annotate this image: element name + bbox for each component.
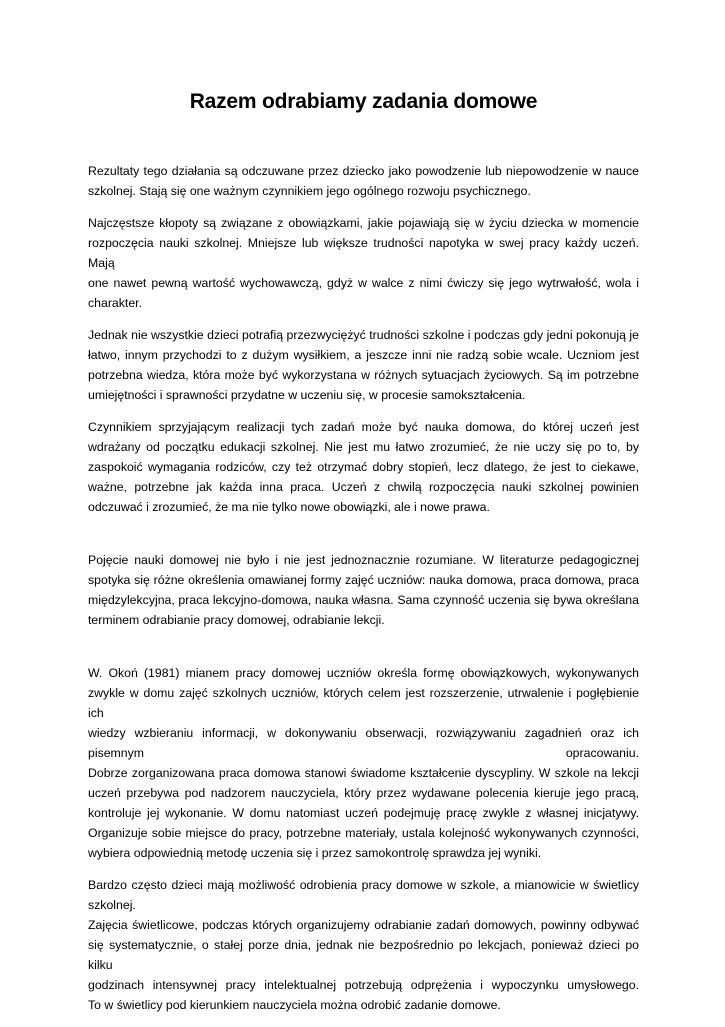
paragraph-3 (88, 325, 639, 405)
text-line: Rezultaty tego działania są odczuwane przez dziecko jako powodzenie lub niepowodzenie w nauce (88, 164, 639, 178)
text-line: Czynnikiem sprzyjającym realizacji tych zadań może być nauka domowa, do której uczeń jest (88, 420, 639, 434)
text-line: Zajęcia świetlicowe, podczas których organizujemy odrabianie zadań domowych, powinny odbywać (88, 918, 639, 932)
text-line: Bardzo często dzieci mają możliwość odrobienia pracy domowe w szkole, a mianowicie w świetlicy (88, 878, 639, 892)
text-line: umiejętności i sprawności przydatne w uczeniu się, w procesie samokształcenia. (88, 388, 526, 402)
text-line: Najczęstsze kłopoty są związane z obowiązkami, jakie pojawiają się w życiu dziecka w momencie (88, 216, 639, 230)
paragraph-4 (88, 417, 639, 517)
text-line: wiedzy wzbieraniu informacji, w dokonywaniu obserwacji, rozwiązywaniu zagadnień oraz ich (88, 726, 639, 740)
text-line: pisemnym opracowaniu. (88, 746, 639, 760)
paragraph-1 (88, 161, 639, 201)
document-body (88, 161, 639, 1015)
text-line: szkolnej. (88, 898, 136, 912)
text-line: To w świetlicy pod kierunkiem nauczyciela można odrobić zadanie domowe. (88, 998, 501, 1012)
paragraph-6 (88, 663, 639, 863)
text-line: odczuwać i zrozumieć, że ma nie tylko nowe obowiązki, ale i nowe prawa. (88, 500, 490, 514)
text-line: się systematycznie, o stałej porze dnia, jednak nie bezpośrednio po lekcjach, ponieważ dzieci po kilku (88, 938, 639, 972)
text-line: zaspokoić wymagania rodziców, czy też otrzymać dobry stopień, lecz dlatego, że jest to ciekawe, (88, 460, 639, 474)
text-line: Pojęcie nauki domowej nie było i nie jest jednoznacznie rozumiane. W literaturze pedagogicznej (88, 553, 639, 567)
text-line: ważne, potrzebne jak każda inna praca. Uczeń z chwilą rozpoczęcia nauki szkolnej powinien (88, 480, 639, 494)
text-line: godzinach intensywnej pracy intelektualnej potrzebują odprężenia i wypoczynku umysłowego. (88, 978, 639, 992)
text-line: Dobrze zorganizowana praca domowa stanowi świadome kształcenie dyscypliny. W szkole na lekcji (88, 766, 639, 780)
paragraph-2 (88, 213, 639, 313)
text-line: potrzebna wiedza, która może być wykorzystana w różnych sytuacjach życiowych. Są im potrzebne (88, 368, 639, 382)
text-line: szkolnej. Stają się one ważnym czynnikiem jego ogólnego rozwoju psychicznego. (88, 184, 531, 198)
paragraph-7 (88, 875, 639, 1015)
paragraph-5 (88, 550, 639, 630)
text-line: W. Okoń (1981) mianem pracy domowej uczniów określa formę obowiązkowych, wykonywanych (88, 666, 639, 680)
document-title: Razem odrabiamy zadania domowe (189, 90, 538, 113)
text-line: spotyka się różne określenia omawianej formy zajęć uczniów: nauka domowa, praca domowa, praca (88, 573, 639, 587)
text-line: Organizuje sobie miejsce do pracy, potrzebne materiały, ustala kolejność wykonywanych czynności, (88, 826, 639, 840)
text-line: charakter. (88, 296, 142, 310)
text-line: terminem odrabianie pracy domowej, odrabianie lekcji. (88, 613, 385, 627)
text-line: zwykle w domu zajęć szkolnych uczniów, których celem jest rozszerzenie, utrwalenie i pogłębienie ich (88, 686, 639, 720)
text-line: wybiera odpowiednią metodę uczenia się i przez samokontrolę sprawdza jej wyniki. (88, 846, 542, 860)
text-line: kontroluje jej wykonanie. W domu natomiast uczeń podejmuję pracę zwykle z własnej inicjatywy. (88, 806, 639, 820)
text-line: międzylekcyjna, praca lekcyjno-domowa, nauka własna. Sama czynność uczenia się bywa określana (88, 593, 639, 607)
text-line: Jednak nie wszystkie dzieci potrafią przezwyciężyć trudności szkolne i podczas gdy jedni pokonują je (88, 328, 639, 342)
document-page (88, 88, 639, 1027)
text-line: one nawet pewną wartość wychowawczą, gdyż w walce z nimi ćwiczy się jego wytrwałość, wola i (88, 276, 639, 290)
text-line: wdrażany od początku edukacji szkolnej. Nie jest mu łatwo zrozumieć, że nie uczy się po to, by (88, 440, 639, 454)
text-line: łatwo, innym przychodzi to z dużym wysiłkiem, a jeszcze inni nie radzą sobie wcale. Uczniom jest (88, 348, 639, 362)
text-line: rozpoczęcia nauki szkolnej. Mniejsze lub większe trudności napotyka w swej pracy każdy uczeń. Mają (88, 236, 639, 270)
text-line: uczeń przebywa pod nadzorem nauczyciela, który przez wydawane polecenia kieruje jego pracą, (88, 786, 639, 800)
